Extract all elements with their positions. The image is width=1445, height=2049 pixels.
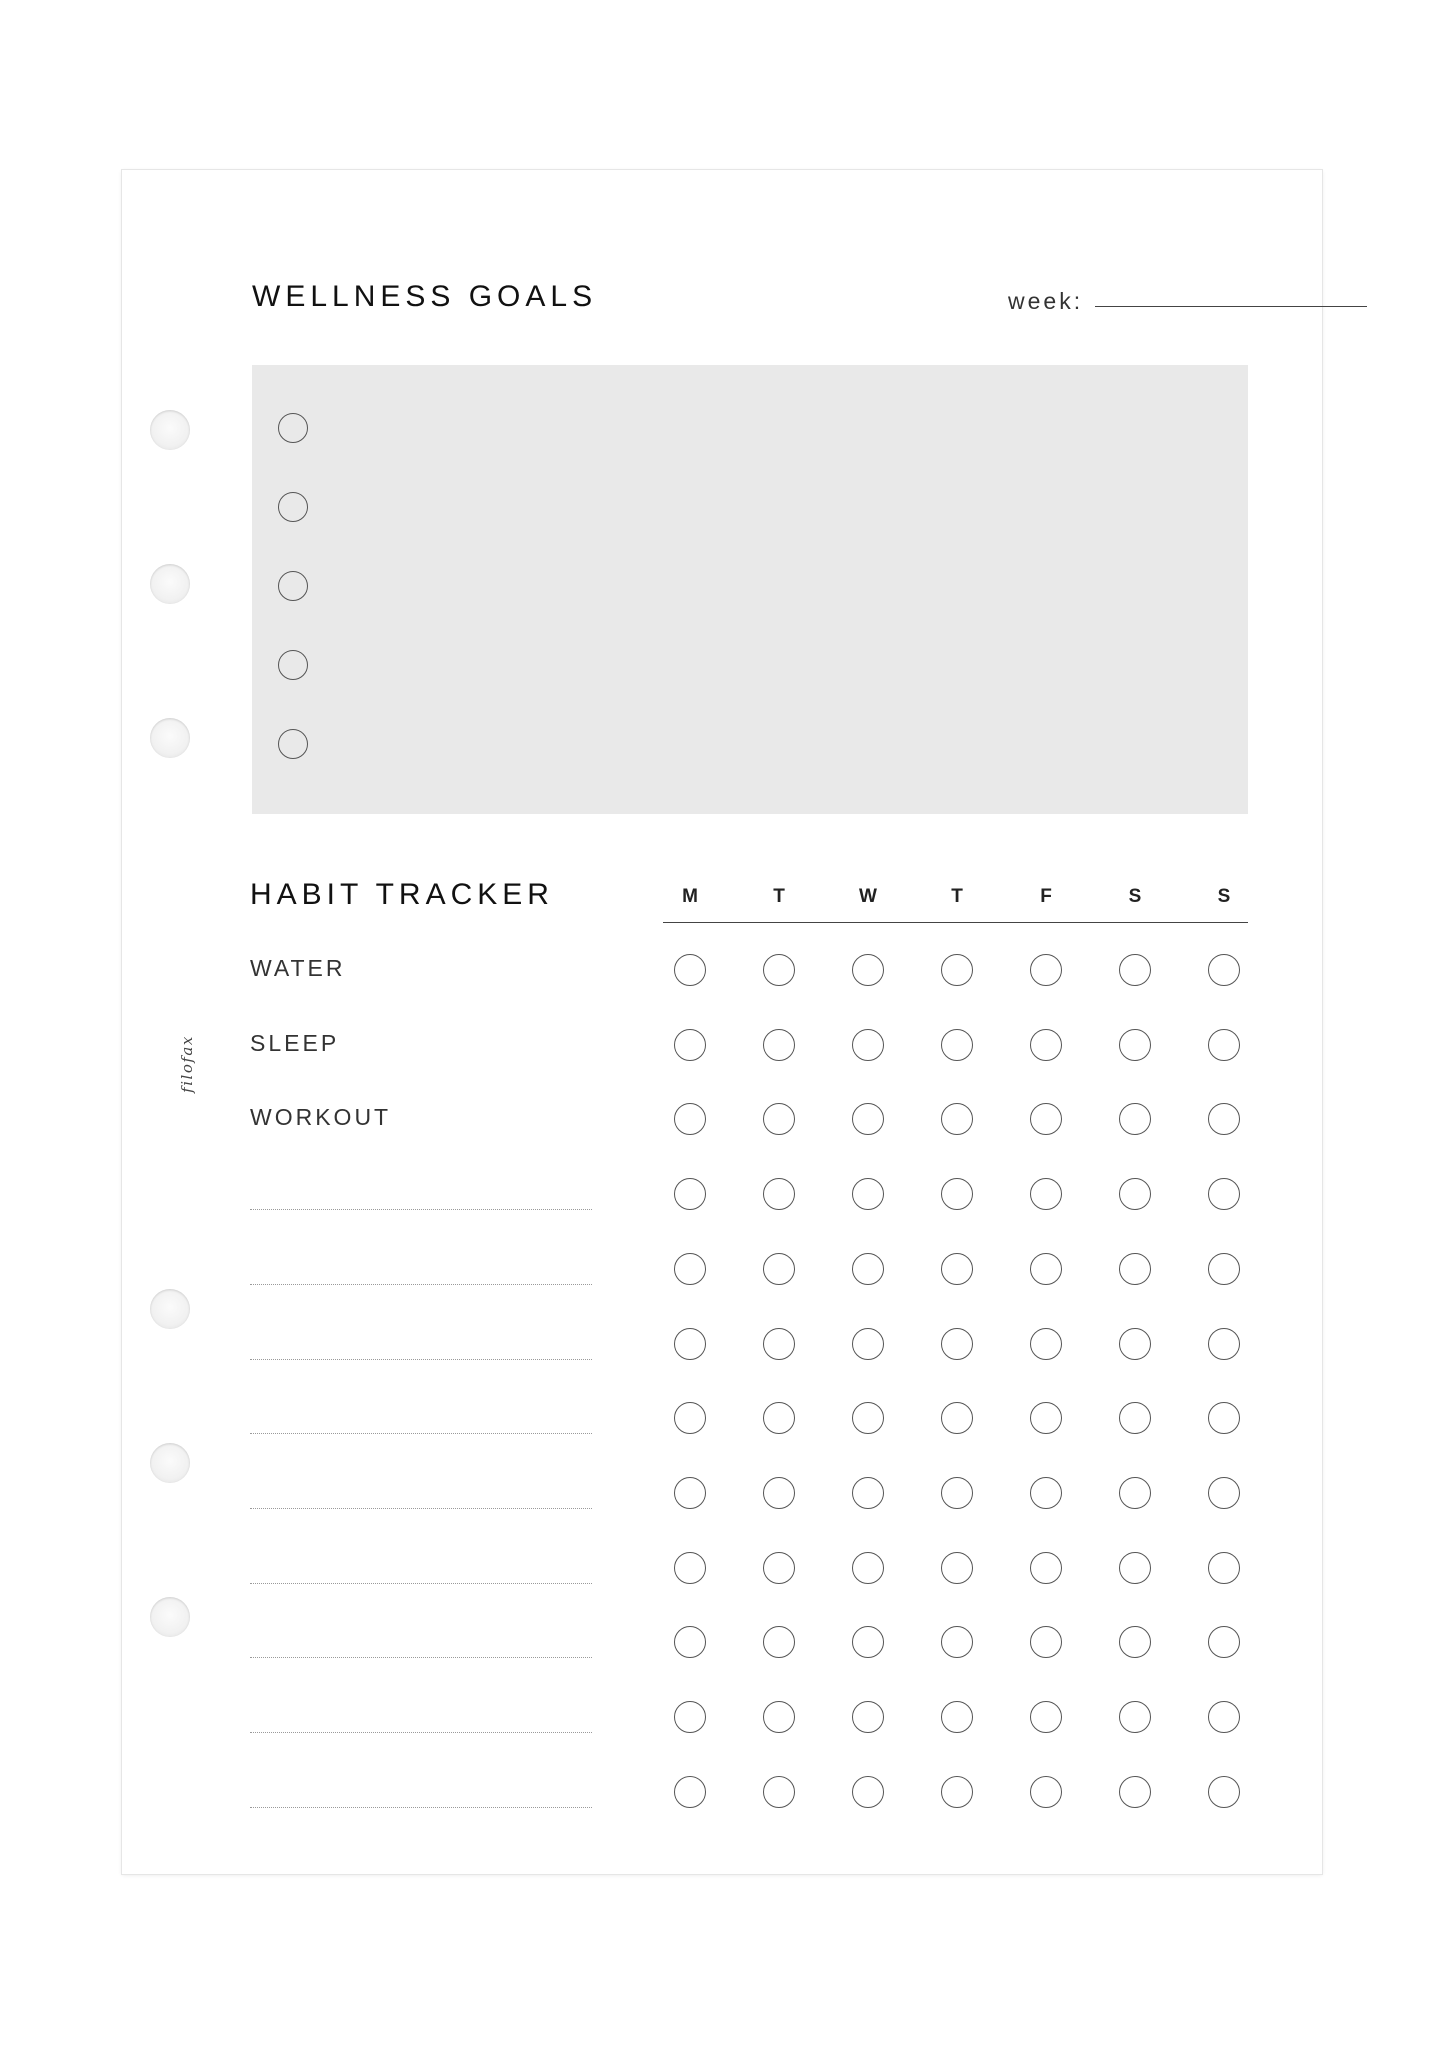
- habit-blank-line[interactable]: [250, 1732, 592, 1733]
- habit-checkbox[interactable]: [941, 1178, 973, 1210]
- habit-checkbox[interactable]: [941, 1552, 973, 1584]
- binder-hole: [150, 1597, 190, 1637]
- habit-checkbox[interactable]: [1208, 1776, 1240, 1808]
- binder-hole: [150, 1443, 190, 1483]
- habit-checkbox[interactable]: [674, 1103, 706, 1135]
- day-header: M: [682, 886, 698, 907]
- habit-checkbox[interactable]: [1030, 1253, 1062, 1285]
- goal-checkbox[interactable]: [278, 413, 308, 443]
- habit-checkbox[interactable]: [852, 1029, 884, 1061]
- habit-blank-line[interactable]: [250, 1657, 592, 1658]
- habit-checkbox[interactable]: [674, 954, 706, 986]
- habit-checkbox[interactable]: [852, 1701, 884, 1733]
- habit-checkbox[interactable]: [1208, 1178, 1240, 1210]
- habit-checkbox[interactable]: [763, 1402, 795, 1434]
- habit-checkbox[interactable]: [1030, 1776, 1062, 1808]
- habit-checkbox[interactable]: [852, 1178, 884, 1210]
- goal-checkbox[interactable]: [278, 729, 308, 759]
- habit-checkbox[interactable]: [852, 1776, 884, 1808]
- habit-checkbox[interactable]: [1119, 1402, 1151, 1434]
- habit-checkbox[interactable]: [674, 1328, 706, 1360]
- habit-blank-line[interactable]: [250, 1209, 592, 1210]
- habit-checkbox[interactable]: [1119, 1552, 1151, 1584]
- day-header: W: [859, 886, 877, 907]
- habit-checkbox[interactable]: [674, 1701, 706, 1733]
- habit-checkbox[interactable]: [941, 1477, 973, 1509]
- binder-hole: [150, 410, 190, 450]
- habit-checkbox[interactable]: [763, 1626, 795, 1658]
- habit-checkbox[interactable]: [941, 1776, 973, 1808]
- habit-checkbox[interactable]: [1208, 1328, 1240, 1360]
- habit-checkbox[interactable]: [1208, 1477, 1240, 1509]
- habit-checkbox[interactable]: [1119, 1701, 1151, 1733]
- planner-page: [122, 170, 1322, 1874]
- habit-checkbox[interactable]: [674, 1253, 706, 1285]
- habit-checkbox[interactable]: [1119, 1328, 1151, 1360]
- habit-checkbox[interactable]: [1030, 1328, 1062, 1360]
- habit-label: WATER: [250, 955, 346, 981]
- habit-checkbox[interactable]: [852, 1552, 884, 1584]
- habit-blank-line[interactable]: [250, 1508, 592, 1509]
- habit-checkbox[interactable]: [1119, 1776, 1151, 1808]
- habit-checkbox[interactable]: [1030, 1103, 1062, 1135]
- habit-checkbox[interactable]: [763, 1776, 795, 1808]
- habit-checkbox[interactable]: [852, 1328, 884, 1360]
- habit-checkbox[interactable]: [763, 1701, 795, 1733]
- habit-checkbox[interactable]: [1030, 1552, 1062, 1584]
- habit-blank-line[interactable]: [250, 1359, 592, 1360]
- habit-checkbox[interactable]: [941, 1626, 973, 1658]
- habit-checkbox[interactable]: [1030, 1701, 1062, 1733]
- goal-checkbox[interactable]: [278, 492, 308, 522]
- habit-checkbox[interactable]: [1119, 1626, 1151, 1658]
- wellness-goals-title: WELLNESS GOALS: [252, 280, 598, 313]
- habit-checkbox[interactable]: [852, 1103, 884, 1135]
- habit-checkbox[interactable]: [1208, 1029, 1240, 1061]
- habit-checkbox[interactable]: [941, 1253, 973, 1285]
- goal-checkbox[interactable]: [278, 650, 308, 680]
- habit-checkbox[interactable]: [763, 1178, 795, 1210]
- habit-checkbox[interactable]: [1030, 1477, 1062, 1509]
- day-header-rule: [663, 922, 1248, 923]
- habit-checkbox[interactable]: [1208, 1103, 1240, 1135]
- habit-blank-line[interactable]: [250, 1284, 592, 1285]
- habit-checkbox[interactable]: [674, 1178, 706, 1210]
- habit-label: WORKOUT: [250, 1104, 392, 1131]
- binder-hole: [150, 718, 190, 758]
- habit-checkbox[interactable]: [1208, 1552, 1240, 1584]
- habit-blank-line[interactable]: [250, 1433, 592, 1434]
- habit-checkbox[interactable]: [941, 1328, 973, 1360]
- habit-checkbox[interactable]: [674, 1029, 706, 1061]
- habit-checkbox[interactable]: [1208, 954, 1240, 986]
- habit-checkbox[interactable]: [852, 1477, 884, 1509]
- habit-checkbox[interactable]: [1119, 1029, 1151, 1061]
- day-header: T: [773, 886, 785, 907]
- habit-checkbox[interactable]: [763, 1103, 795, 1135]
- habit-checkbox[interactable]: [1208, 1626, 1240, 1658]
- week-input-line[interactable]: [1095, 306, 1367, 307]
- habit-checkbox[interactable]: [763, 1328, 795, 1360]
- habit-checkbox[interactable]: [1119, 1178, 1151, 1210]
- binder-hole: [150, 1289, 190, 1329]
- habit-checkbox[interactable]: [674, 1776, 706, 1808]
- habit-checkbox[interactable]: [763, 954, 795, 986]
- binder-hole: [150, 564, 190, 604]
- goal-checkbox[interactable]: [278, 571, 308, 601]
- habit-checkbox[interactable]: [1119, 1253, 1151, 1285]
- habit-checkbox[interactable]: [852, 1626, 884, 1658]
- habit-checkbox[interactable]: [763, 1552, 795, 1584]
- habit-checkbox[interactable]: [763, 1477, 795, 1509]
- habit-checkbox[interactable]: [1030, 1029, 1062, 1061]
- week-label: week:: [1008, 288, 1084, 314]
- habit-checkbox[interactable]: [1030, 1178, 1062, 1210]
- habit-checkbox[interactable]: [763, 1253, 795, 1285]
- habit-checkbox[interactable]: [1208, 1701, 1240, 1733]
- day-header: S: [1128, 886, 1142, 907]
- habit-blank-line[interactable]: [250, 1807, 592, 1808]
- habit-checkbox[interactable]: [1208, 1253, 1240, 1285]
- habit-tracker-title: HABIT TRACKER: [250, 878, 554, 911]
- habit-checkbox[interactable]: [1030, 954, 1062, 986]
- habit-checkbox[interactable]: [941, 1029, 973, 1061]
- habit-checkbox[interactable]: [674, 1626, 706, 1658]
- habit-checkbox[interactable]: [1119, 1103, 1151, 1135]
- goals-box: [252, 365, 1248, 814]
- habit-checkbox[interactable]: [674, 1402, 706, 1434]
- habit-label: SLEEP: [250, 1029, 340, 1056]
- habit-checkbox[interactable]: [1208, 1402, 1240, 1434]
- habit-checkbox[interactable]: [852, 954, 884, 986]
- habit-checkbox[interactable]: [941, 1701, 973, 1733]
- filofax-logo: filofax: [177, 1035, 196, 1093]
- habit-checkbox[interactable]: [1119, 1477, 1151, 1509]
- habit-checkbox[interactable]: [1030, 1626, 1062, 1658]
- habit-checkbox[interactable]: [852, 1402, 884, 1434]
- habit-checkbox[interactable]: [763, 1029, 795, 1061]
- day-header: T: [951, 886, 963, 907]
- habit-checkbox[interactable]: [674, 1552, 706, 1584]
- habit-checkbox[interactable]: [852, 1253, 884, 1285]
- habit-checkbox[interactable]: [941, 1103, 973, 1135]
- day-header: S: [1217, 886, 1231, 907]
- day-header: F: [1040, 886, 1052, 907]
- habit-checkbox[interactable]: [941, 954, 973, 986]
- habit-checkbox[interactable]: [1030, 1402, 1062, 1434]
- habit-checkbox[interactable]: [674, 1477, 706, 1509]
- habit-blank-line[interactable]: [250, 1583, 592, 1584]
- habit-checkbox[interactable]: [941, 1402, 973, 1434]
- habit-checkbox[interactable]: [1119, 954, 1151, 986]
